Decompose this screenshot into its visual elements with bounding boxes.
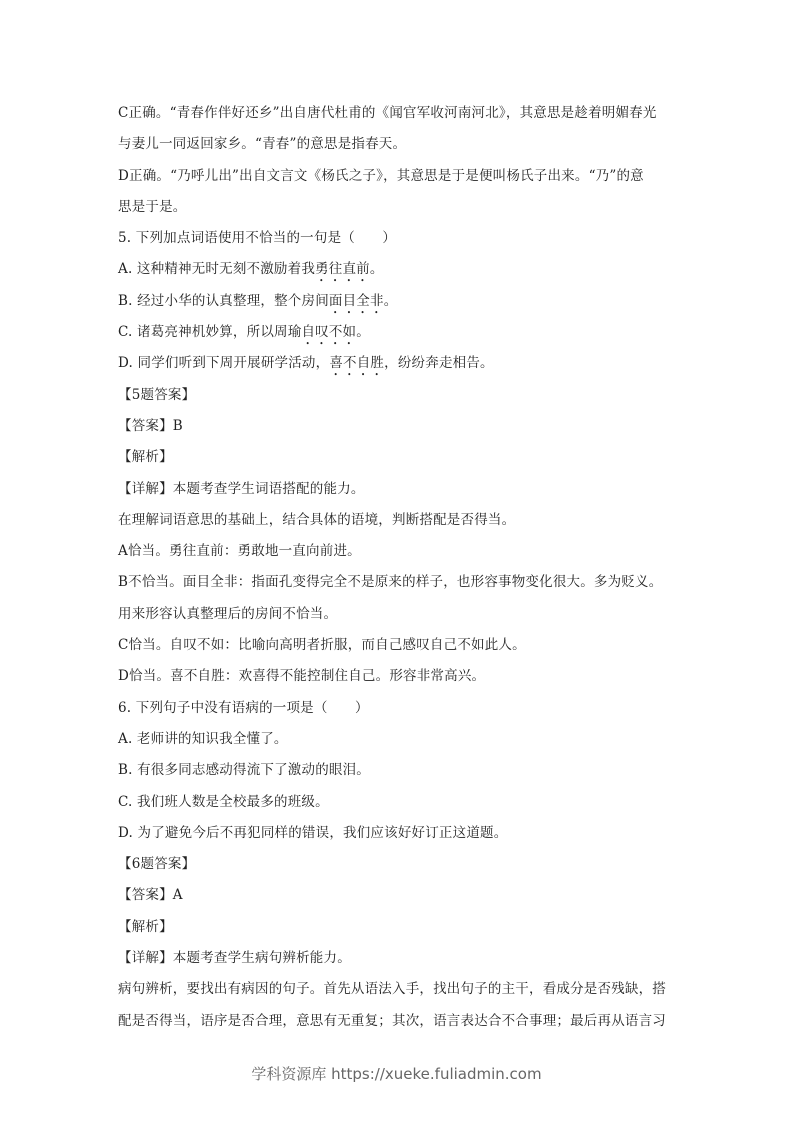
text-line: 【解析】 — [118, 449, 173, 466]
text-line: 5. 下列加点词语使用不恰当的一句是（ ） — [118, 230, 397, 247]
text-line: 思是于是。 — [118, 198, 187, 215]
text-line: A. 老师讲的知识我全懂了。 — [118, 730, 288, 747]
text-line: C恰当。自叹不如：比喻向高明者折服，而自己感叹自己不如此人。 — [118, 637, 526, 654]
text-line: 病句辨析，要找出有病因的句子。首先从语法入手，找出句子的主干，看成分是否残缺，搭 — [118, 981, 666, 998]
emphasized-word: 自叹不如 — [301, 324, 357, 341]
text-line: 【答案】A — [118, 887, 183, 904]
emphasized-word: 勇往直前 — [315, 261, 370, 278]
text-line: 6. 下列句子中没有语病的一项是（ ） — [118, 699, 369, 716]
text-line: D. 为了避免今后不再犯同样的错误，我们应该好好订正这道题。 — [118, 824, 508, 841]
emphasized-word: 面目全非 — [328, 292, 384, 309]
text-line: 配是否得当，语序是否合理，意思有无重复；其次，语言表达合不合事理；最后再从语言习 — [118, 1012, 666, 1029]
text-line: 【详解】本题考查学生病句辨析能力。 — [118, 950, 351, 967]
text-line: B不恰当。面目全非：指面孔变得完全不是原来的样子，也形容事物变化很大。多为贬义。 — [118, 574, 663, 591]
text-line: 在理解词语意思的基础上，结合具体的语境，判断搭配是否得当。 — [118, 511, 516, 528]
text-line: 【答案】B — [118, 417, 183, 434]
text-line: 用来形容认真整理后的房间不恰当。 — [118, 605, 338, 622]
text-line: C. 诸葛亮神机妙算，所以周瑜自叹不如。 — [118, 324, 370, 341]
text-line: D. 同学们听到下周开展研学活动，喜不自胜，纷纷奔走相告。 — [118, 355, 494, 372]
text-line: 【5题答案】 — [118, 386, 196, 403]
page-footer: 学科资源库 https://xueke.fuliadmin.com — [251, 1065, 542, 1083]
text-line: B. 有很多同志感动得流下了激动的眼泪。 — [118, 762, 371, 779]
text-line: 【解析】 — [118, 918, 173, 935]
text-line: 【6题答案】 — [118, 856, 196, 873]
text-line: C正确。“青春作伴好还乡”出自唐代杜甫的《闻官军收河南河北》，其意思是趁着明媚春光 — [118, 105, 657, 121]
text-line: 【详解】本题考查学生词语搭配的能力。 — [118, 480, 365, 497]
text-line: D正确。“乃呼儿出”出自文言文《杨氏之子》，其意思是于是便叫杨氏子出来。“乃”的意 — [118, 167, 644, 184]
text-line: D恰当。喜不自胜：欢喜得不能控制住自己。形容非常高兴。 — [118, 668, 486, 685]
text-line: A恰当。勇往直前：勇敢地一直向前进。 — [118, 543, 361, 560]
text-line: C. 我们班人数是全校最多的班级。 — [118, 793, 329, 810]
text-line: 与妻儿一同返回家乡。“青春”的意思是指春天。 — [118, 136, 407, 153]
document-body — [118, 104, 678, 1043]
emphasized-word: 喜不自胜 — [329, 355, 385, 372]
text-line: B. 经过小华的认真整理，整个房间面目全非。 — [118, 292, 398, 309]
text-line: A. 这种精神无时无刻不激励着我勇往直前。 — [118, 261, 384, 278]
